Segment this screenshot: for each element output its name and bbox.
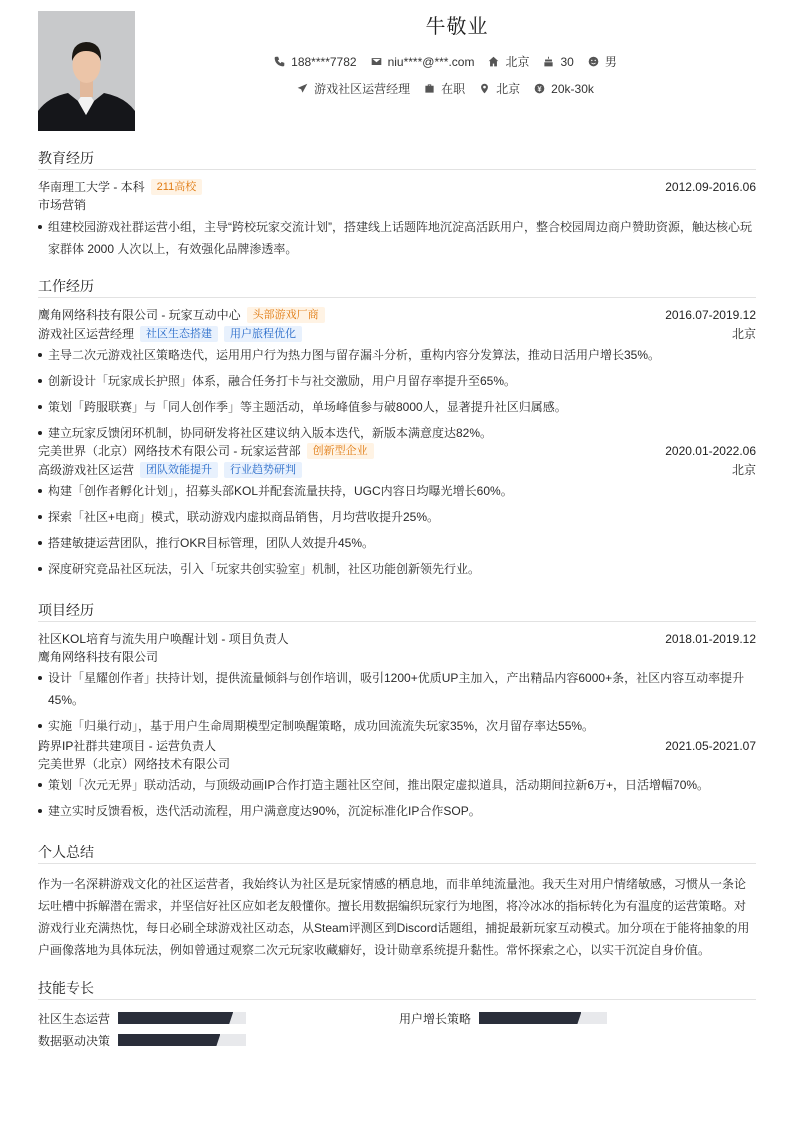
salary-icon <box>534 83 545 94</box>
summary-text: 作为一名深耕游戏文化的社区运营者，我始终认为社区是玩家情感的栖息地，而非单纯流量池。我天生对用户情绪敏感，习惯从一条论坛吐槽中拆解潜在需求，并坚信好社区应如老友般懂你。擅长用数据编织玩家行为地图，将冷冰冰的指标转化为有温度的运营策略。对游戏行业充满热忱，每日必刷全球游戏社区动态，从Steam评测区到Discord话题组，捕捉最新玩家互动模式。加分项在于能将抽象的用户画像落地为具体玩法，例如曾通过观察二次元玩家收藏癖好，设计勋章系统提升黏性。常怀探索之心，以实干沉淀自身价值。 <box>38 877 750 957</box>
job-status-info <box>424 80 465 97</box>
job-header-row <box>38 442 756 460</box>
job-bullet: 探索「社区+电商」模式，联动游戏内虚拟商品销售，月均营收提升25%。 <box>38 506 756 528</box>
company-tag: 创新型企业 <box>307 443 374 459</box>
send-icon <box>297 83 308 94</box>
project-company: 完美世界（北京）网络技术有限公司 <box>38 757 231 771</box>
gender-info <box>588 53 617 70</box>
skill-tag: 用户旅程优化 <box>224 326 302 342</box>
school-tag: 211高校 <box>151 179 203 195</box>
job-bullet: 创新设计「玩家成长护照」体系，融合任务打卡与社交激励，用户月留存率提升至65%。 <box>38 370 756 392</box>
email-text: niu****@***.com <box>387 54 475 69</box>
education-bullets <box>38 216 756 260</box>
job-location: 北京 <box>731 327 756 341</box>
project-bullets <box>38 667 756 737</box>
summary-section <box>38 844 756 961</box>
salary-info <box>534 82 594 96</box>
skill-tag: 社区生态搭建 <box>140 326 218 342</box>
skill-tag: 行业趋势研判 <box>224 462 302 478</box>
job-location: 北京 <box>731 463 756 477</box>
skill-item <box>38 1009 399 1027</box>
project-bullet: 设计「星耀创作者」扶持计划，提供流量倾斜与创作培训，吸引1200+优质UP主加入，产出精品内容6000+条，社区内容互动率提升45%。 <box>38 667 756 711</box>
work-section <box>38 278 756 584</box>
skills-section <box>38 980 756 1049</box>
skill-bar <box>479 1012 607 1024</box>
project-entry <box>38 630 756 737</box>
home-city-text: 北京 <box>505 55 530 69</box>
contact-info-row <box>135 53 756 70</box>
location-pin-icon <box>479 83 490 94</box>
job-company: 完美世界（北京）网络技术有限公司 - 玩家运营部 <box>38 444 301 458</box>
section-title-summary: 个人总结 <box>38 844 756 864</box>
gender-icon <box>588 56 599 67</box>
job-bullets <box>38 344 756 444</box>
project-date: 2021.05-2021.07 <box>665 739 756 753</box>
age-text: 30 <box>560 54 574 69</box>
job-bullet: 深度研究竞品社区玩法，引入「玩家共创实验室」机制，社区功能创新领先行业。 <box>38 558 756 580</box>
gender-text: 男 <box>604 55 617 69</box>
home-icon <box>488 56 499 67</box>
project-name: 社区KOL培育与流失用户唤醒计划 - 项目负责人 <box>38 632 289 646</box>
project-company: 鹰角网络科技有限公司 <box>38 650 159 664</box>
education-bullet: 组建校园游戏社群运营小组，主导“跨校玩家交流计划”，搭建线上话题阵地沉淀高活跃用户，整合校园周边商户赞助资源，触达核心玩家群体 2000 人次以上，有效强化品牌渗透率。 <box>38 216 756 260</box>
project-bullets <box>38 774 756 822</box>
job-bullet: 策划「跨服联赛」与「同人创作季」等主题活动，单场峰值参与破8000人，显著提升社区归属感。 <box>38 396 756 418</box>
job-date: 2016.07-2019.12 <box>665 308 756 322</box>
job-header-row <box>38 306 756 324</box>
job-position: 游戏社区运营经理 <box>38 327 135 341</box>
skill-name: 数据驱动决策 <box>38 1033 111 1048</box>
email-info <box>371 55 475 69</box>
candidate-name: 牛敬业 <box>425 16 489 38</box>
company-tag: 头部游戏厂商 <box>247 307 325 323</box>
skill-bar-fill <box>118 1012 233 1024</box>
job-bullet: 主导二次元游戏社区策略迭代，运用用户行为热力图与留存漏斗分析，重构内容分发算法，推动日活用户增长35%。 <box>38 344 756 366</box>
project-date: 2018.01-2019.12 <box>665 632 756 646</box>
section-title-education: 教育经历 <box>38 150 756 170</box>
job-bullet: 搭建敏捷运营团队，推行OKR目标管理，团队人效提升45%。 <box>38 532 756 554</box>
project-name: 跨界IP社群共建项目 - 运营负责人 <box>38 739 217 753</box>
skill-bar-fill <box>479 1012 581 1024</box>
phone-text: 188****7782 <box>291 54 357 69</box>
skill-bar-fill <box>118 1034 220 1046</box>
project-bullet: 建立实时反馈看板，迭代活动流程，用户满意度达90%，沉淀标准化IP合作SOP。 <box>38 800 756 822</box>
section-title-projects: 项目经历 <box>38 602 756 622</box>
skill-item <box>399 1009 717 1027</box>
job-bullet: 构建「创作者孵化计划」，招募头部KOL并配套流量扶持，UGC内容日均曝光增长60%。 <box>38 480 756 502</box>
education-section <box>38 150 756 264</box>
phone-icon <box>274 56 285 67</box>
education-date: 2012.09-2016.06 <box>665 180 756 194</box>
project-entry <box>38 737 756 822</box>
target-position-info <box>297 80 410 97</box>
briefcase-icon <box>424 83 435 94</box>
job-date: 2020.01-2022.06 <box>665 444 756 458</box>
projects-section <box>38 602 756 826</box>
school-name: 华南理工大学 - 本科 <box>38 180 145 194</box>
skills-grid <box>38 1009 756 1049</box>
skill-item <box>38 1031 399 1049</box>
major-name: 市场营销 <box>38 198 87 212</box>
job-entry <box>38 442 756 580</box>
email-icon <box>371 56 382 67</box>
job-status-text: 在职 <box>441 82 466 96</box>
job-bullet: 建立玩家反馈闭环机制，协同研发将社区建议纳入版本迭代，新版本满意度达82%。 <box>38 422 756 444</box>
project-bullet: 实施「归巢行动」，基于用户生命周期模型定制唤醒策略，成功回流流失玩家35%，次月留存率达55%。 <box>38 715 756 737</box>
skill-name: 社区生态运营 <box>38 1011 111 1026</box>
education-header-row <box>38 178 756 196</box>
job-position: 高级游戏社区运营 <box>38 463 135 477</box>
skill-bar <box>118 1034 246 1046</box>
job-position-row <box>38 325 756 343</box>
project-header-row <box>38 737 756 755</box>
target-city-text: 北京 <box>496 82 521 96</box>
project-header-row <box>38 630 756 648</box>
home-city-info <box>488 53 529 70</box>
salary-text: 20k-30k <box>551 81 594 96</box>
skill-bar <box>118 1012 246 1024</box>
section-title-skills: 技能专长 <box>38 980 756 1000</box>
project-bullet: 策划「次元无界」联动活动，与顶级动画IP合作打造主题社区空间，推出限定虚拟道具，活动期间拉新6万+，日活增幅70%。 <box>38 774 756 796</box>
job-company: 鹰角网络科技有限公司 - 玩家互动中心 <box>38 308 241 322</box>
skill-name: 用户增长策略 <box>399 1011 472 1026</box>
phone-info <box>274 55 356 69</box>
job-entry <box>38 306 756 444</box>
section-title-work: 工作经历 <box>38 278 756 298</box>
job-bullets <box>38 480 756 580</box>
target-position-text: 游戏社区运营经理 <box>314 82 411 96</box>
age-info <box>543 55 573 69</box>
cake-icon <box>543 56 554 67</box>
job-position-row <box>38 461 756 479</box>
skill-tag: 团队效能提升 <box>140 462 218 478</box>
job-intent-row <box>135 80 756 97</box>
target-city-info <box>479 80 520 97</box>
